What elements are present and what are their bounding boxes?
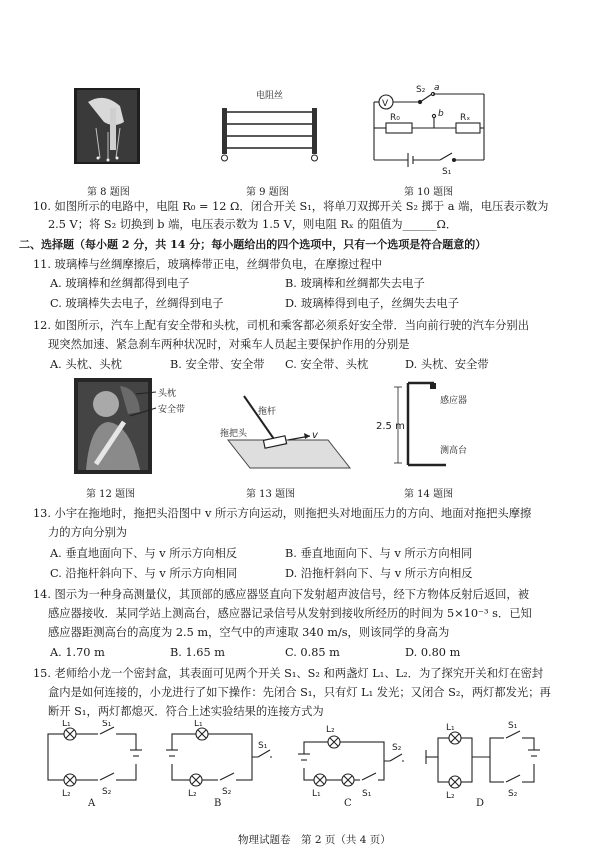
q15-a-s2: S₂ xyxy=(102,787,112,797)
q15-d-s1: S₁ xyxy=(508,721,518,731)
figure-14-caption: 第 14 题图 xyxy=(404,489,454,500)
q15-c-l2-top: L₂ xyxy=(326,725,335,735)
figure-13-pole-label: 拖杆 xyxy=(258,407,277,417)
q15-circuit-d xyxy=(424,720,544,802)
figure-10-s2-label: S₂ xyxy=(416,85,426,95)
q14-line3: 感应器距测高台的高度为 2.5 m，空气中的声速取 340 m/s，则该同学的身高为 xyxy=(48,626,450,639)
q10-line1: 10. 如图所示的电路中，电阻 R₀ = 12 Ω．闭合开关 S₁，将单刀双掷开关 S₂ 掷于 a 端，电压表示数为 xyxy=(33,200,549,213)
q15-a-l2: L₂ xyxy=(62,789,71,799)
q15-b-s2: S₂ xyxy=(222,787,232,797)
q15-a-l1: L₁ xyxy=(62,720,71,729)
figure-10-s1-label: S₁ xyxy=(442,167,452,176)
q14-option-b: B. 1.65 m xyxy=(170,646,225,659)
q13-option-c: C. 沿拖杆斜向下、与 v 所示方向相同 xyxy=(50,567,238,580)
q15-option-c-label: C xyxy=(344,798,352,809)
q11-option-d: D. 玻璃棒得到电子，丝绸失去电子 xyxy=(285,297,459,310)
q14-line2: 感应器接收．某同学站上测高台，感应器记录信号从发射到接收所经历的时间为 5×10⁻³ s．已知 xyxy=(48,607,532,620)
q14-option-c: C. 0.85 m xyxy=(285,646,340,659)
figure-10-b-label: b xyxy=(438,109,444,119)
q15-circuit-b xyxy=(166,720,278,802)
figure-10-caption: 第 10 题图 xyxy=(404,187,454,198)
q11-stem: 11. 玻璃棒与丝绸摩擦后，玻璃棒带正电，丝绸带负电，在摩擦过程中 xyxy=(33,258,383,271)
figure-13 xyxy=(218,392,354,472)
q15-b-l1: L₁ xyxy=(194,720,203,729)
q13-option-b: B. 垂直地面向下、与 v 所示方向相同 xyxy=(285,547,473,560)
figure-8-photo xyxy=(74,88,140,164)
q15-c-l1: L₁ xyxy=(312,789,321,799)
figure-13-caption: 第 13 题图 xyxy=(246,489,296,500)
figure-12-belt-label: 安全带 xyxy=(158,405,186,415)
figure-12-caption: 第 12 题图 xyxy=(86,489,136,500)
q14-option-d: D. 0.80 m xyxy=(405,646,461,659)
q15-line3: 断开 S₁，两灯都熄灭．符合上述实验结果的连接方式为 xyxy=(48,705,324,718)
figure-8 xyxy=(74,88,140,164)
figure-14-sensor-label: 感应器 xyxy=(440,396,468,406)
q15-line1: 15. 老师给小龙一个密封盒，其表面可见两个开关 S₁、S₂ 和两盏灯 L₁、L₂．为了探究开关和灯在密封 xyxy=(33,667,544,680)
q11-option-b: B. 玻璃棒和丝绸都失去电子 xyxy=(285,277,425,290)
q12-option-b: B. 安全带、安全带 xyxy=(170,358,265,371)
figure-10-a-label: a xyxy=(434,83,440,93)
figure-12 xyxy=(74,378,200,474)
figure-10-rx-label: Rₓ xyxy=(460,113,471,123)
q15-circuit-c xyxy=(298,720,410,802)
q15-b-l2: L₂ xyxy=(188,789,197,799)
q12-line2: 现突然加速、紧急刹车两种状况时，对乘车人员起主要保护作用的分别是 xyxy=(48,338,410,351)
q15-line2: 盒内是如何连接的，小龙进行了如下操作：先闭合 S₁，只有灯 L₁ 发光；又闭合 S₂，两灯都发光；再 xyxy=(48,686,551,699)
figure-12-photo xyxy=(74,378,200,474)
figure-14 xyxy=(376,377,502,477)
q12-line1: 12. 如图所示，汽车上配有安全带和头枕，司机和乘客都必须系好安全带．当向前行驶的汽车分别出 xyxy=(33,319,530,332)
q15-c-s2: S₂ xyxy=(392,743,402,753)
figure-14-platform-label: 测高台 xyxy=(440,446,468,456)
q15-d-l2: L₂ xyxy=(446,791,455,801)
q15-a-s1: S₁ xyxy=(102,720,112,729)
figure-10-circuit xyxy=(372,80,496,176)
q15-d-l1: L₁ xyxy=(446,723,455,733)
q12-option-a: A. 头枕、头枕 xyxy=(50,358,122,371)
figure-10-v-label: V xyxy=(382,99,389,109)
q10-line2: 2.5 V；将 S₂ 切换到 b 端，电压表示数为 1.5 V，则电阻 Rₓ 的阻值为______Ω． xyxy=(48,218,458,231)
q14-line1: 14. 图示为一种身高测量仪，其顶部的感应器竖直向下发射超声波信号，经下方物体反射后返回，被 xyxy=(33,588,530,601)
figure-9 xyxy=(218,86,324,176)
q15-b-s1: S₁ xyxy=(258,741,268,751)
figure-10-r0-label: R₀ xyxy=(390,113,400,123)
figure-13-mop xyxy=(218,392,354,472)
q15-circuit-a xyxy=(42,720,146,802)
figure-9-label: 电阻丝 xyxy=(256,91,284,101)
figure-9-caption: 第 9 题图 xyxy=(246,187,289,198)
figure-12-headrest-label: 头枕 xyxy=(158,389,177,399)
figure-10 xyxy=(372,80,496,176)
figure-14-height-meter xyxy=(376,377,502,477)
q15-option-a-label: A xyxy=(88,798,96,809)
q15-option-b-label: B xyxy=(214,798,222,809)
figure-8-caption: 第 8 题图 xyxy=(87,187,130,198)
q15-d-s2: S₂ xyxy=(508,789,518,799)
figure-13-head-label: 拖把头 xyxy=(220,429,248,439)
figure-14-height-label: 2.5 m xyxy=(376,421,405,432)
q15-c-s1: S₁ xyxy=(362,789,372,799)
q14-option-a: A. 1.70 m xyxy=(50,646,105,659)
figure-13-v-label: v xyxy=(312,430,318,441)
page-footer: 物理试题卷 第 2 页（共 4 页） xyxy=(238,834,391,846)
q12-option-d: D. 头枕、安全带 xyxy=(405,358,489,371)
q13-line1: 13. 小宇在拖地时，拖把头沿图中 v 所示方向运动，则拖把头对地面压力的方向、地面对拖把头摩擦 xyxy=(33,507,532,520)
q13-option-a: A. 垂直地面向下、与 v 所示方向相反 xyxy=(50,547,238,560)
q11-option-a: A. 玻璃棒和丝绸都得到电子 xyxy=(50,277,190,290)
q11-option-c: C. 玻璃棒失去电子，丝绸得到电子 xyxy=(50,297,224,310)
q15-option-d-label: D xyxy=(476,798,485,809)
q12-option-c: C. 安全带、头枕 xyxy=(285,358,369,371)
q13-line2: 力的方向分别为 xyxy=(48,526,128,539)
figure-9-resistor-wire xyxy=(218,86,324,176)
section-2-heading: 二、选择题（每小题 2 分，共 14 分；每小题给出的四个选项中，只有一个选项是符合题意的） xyxy=(19,238,487,251)
q13-option-d: D. 沿拖杆斜向下、与 v 所示方向相反 xyxy=(285,567,473,580)
